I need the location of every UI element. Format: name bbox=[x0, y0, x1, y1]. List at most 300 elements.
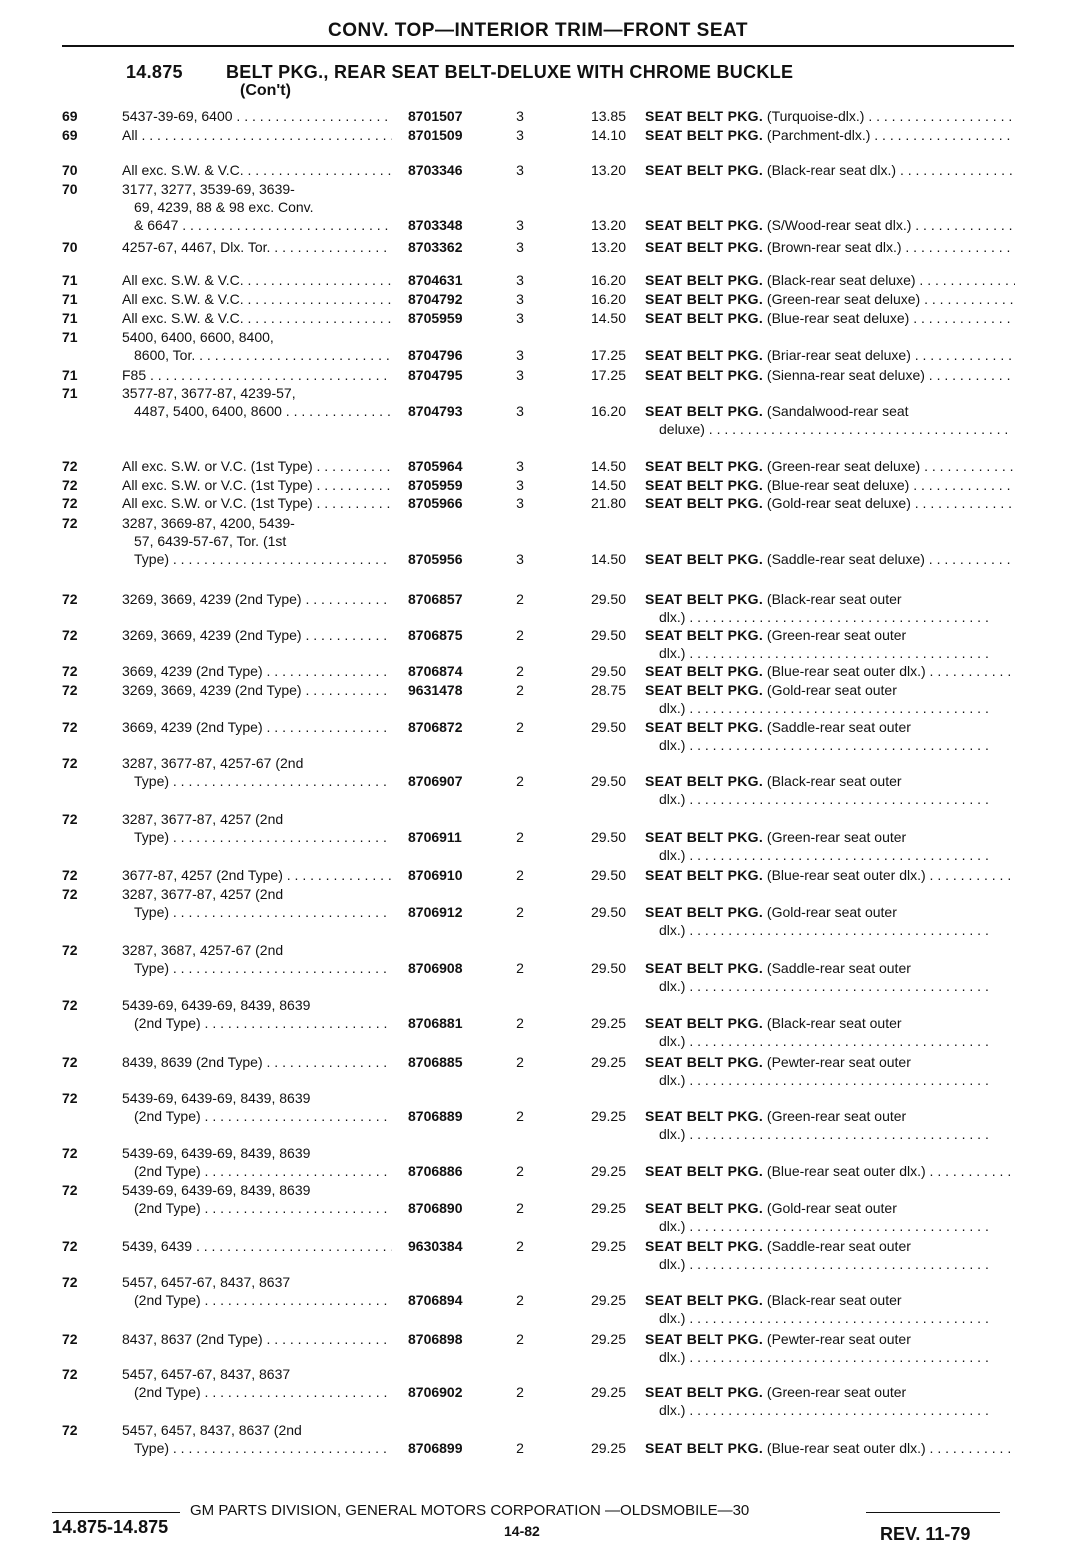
model-year: 71 bbox=[62, 272, 78, 288]
description-name: SEAT BELT PKG. bbox=[645, 773, 764, 789]
model-year: 72 bbox=[62, 591, 78, 607]
model-line: All exc. S.W. or V.C. (1st Type) . . . bbox=[122, 457, 392, 475]
description-line: SEAT BELT PKG. (Green-rear seat deluxe) . . . bbox=[645, 457, 1015, 475]
description-line: dlx.) . . . bbox=[645, 790, 1015, 808]
model-year: 71 bbox=[62, 291, 78, 307]
model-year: 71 bbox=[62, 329, 78, 345]
model-year: 72 bbox=[62, 1145, 78, 1161]
quantity: 2 bbox=[516, 663, 524, 679]
model-line: (2nd Type) . . . bbox=[122, 1107, 392, 1125]
model-line: All exc. S.W. & V.C. . . . bbox=[122, 161, 392, 179]
model-applicability bbox=[122, 681, 392, 699]
model-line: 3677-87, 4257 (2nd Type) . . . bbox=[122, 866, 392, 884]
part-number: 8706912 bbox=[408, 904, 463, 920]
description-line: SEAT BELT PKG. (Gold-rear seat deluxe) . . . bbox=[645, 494, 1015, 512]
description-name: SEAT BELT PKG. bbox=[645, 904, 764, 920]
quantity: 3 bbox=[516, 458, 524, 474]
quantity: 2 bbox=[516, 867, 524, 883]
part-number: 8706890 bbox=[408, 1200, 463, 1216]
model-year: 72 bbox=[62, 1054, 78, 1070]
model-line: (2nd Type) . . . bbox=[122, 1291, 392, 1309]
part-description bbox=[645, 1383, 1015, 1419]
model-line: & 6647 . . . bbox=[122, 216, 392, 234]
model-line: All exc. S.W. & V.C. . . . bbox=[122, 309, 392, 327]
model-year: 71 bbox=[62, 385, 78, 401]
model-line: 5400, 6400, 6600, 8400, bbox=[122, 329, 274, 345]
model-year: 72 bbox=[62, 942, 78, 958]
model-line: 5439-69, 6439-69, 8439, 8639 bbox=[122, 997, 311, 1013]
model-line: 5437-39-69, 6400 . . . bbox=[122, 107, 392, 125]
model-applicability bbox=[122, 1053, 392, 1071]
quantity: 2 bbox=[516, 1108, 524, 1124]
part-number: 8706874 bbox=[408, 663, 463, 679]
price: 29.25 bbox=[590, 1331, 626, 1347]
price: 29.50 bbox=[590, 960, 626, 976]
model-line: F85 . . . bbox=[122, 366, 392, 384]
description-name: SEAT BELT PKG. bbox=[645, 663, 764, 679]
model-year: 72 bbox=[62, 755, 78, 771]
description-name: SEAT BELT PKG. bbox=[645, 591, 764, 607]
quantity: 3 bbox=[516, 291, 524, 307]
description-name: SEAT BELT PKG. bbox=[645, 495, 764, 511]
model-line: (2nd Type) . . . bbox=[122, 1199, 392, 1217]
description-name: SEAT BELT PKG. bbox=[645, 1331, 764, 1347]
model-line: 3287, 3677-87, 4257-67 (2nd bbox=[122, 755, 304, 771]
model-line: 4257-67, 4467, Dlx. Tor. . . . bbox=[122, 238, 392, 256]
price: 29.50 bbox=[590, 904, 626, 920]
model-line: Type) . . . bbox=[122, 959, 392, 977]
quantity: 3 bbox=[516, 367, 524, 383]
price: 14.50 bbox=[590, 551, 626, 567]
model-year: 72 bbox=[62, 719, 78, 735]
part-number: 8706881 bbox=[408, 1015, 463, 1031]
description-name: SEAT BELT PKG. bbox=[645, 127, 764, 143]
price: 16.20 bbox=[590, 291, 626, 307]
price: 13.85 bbox=[590, 108, 626, 124]
description-line: dlx.) . . . bbox=[645, 977, 1015, 995]
quantity: 2 bbox=[516, 719, 524, 735]
model-applicability bbox=[122, 366, 392, 384]
section-number: 14.875 bbox=[126, 62, 183, 82]
model-year: 72 bbox=[62, 1182, 78, 1198]
part-number: 8703348 bbox=[408, 217, 463, 233]
part-number: 9631478 bbox=[408, 682, 463, 698]
description-line: SEAT BELT PKG. (Parchment-dlx.) . . . bbox=[645, 126, 1015, 144]
price: 29.25 bbox=[590, 1440, 626, 1456]
description-line: SEAT BELT PKG. (Saddle-rear seat outer bbox=[645, 960, 911, 976]
part-number: 9630384 bbox=[408, 1238, 463, 1254]
quantity: 3 bbox=[516, 551, 524, 567]
description-name: SEAT BELT PKG. bbox=[645, 682, 764, 698]
price: 16.20 bbox=[590, 272, 626, 288]
description-name: SEAT BELT PKG. bbox=[645, 867, 764, 883]
description-line: dlx.) . . . bbox=[645, 699, 1015, 717]
description-name: SEAT BELT PKG. bbox=[645, 108, 764, 124]
quantity: 2 bbox=[516, 773, 524, 789]
part-number: 8705966 bbox=[408, 495, 463, 511]
model-line: 5439-69, 6439-69, 8439, 8639 bbox=[122, 1182, 311, 1198]
part-number: 8706875 bbox=[408, 627, 463, 643]
model-applicability bbox=[122, 180, 392, 234]
model-line: Type) . . . bbox=[122, 550, 392, 568]
part-description bbox=[645, 590, 1015, 626]
description-name: SEAT BELT PKG. bbox=[645, 1108, 764, 1124]
part-description bbox=[645, 290, 1015, 308]
description-name: SEAT BELT PKG. bbox=[645, 239, 764, 255]
model-line: 3669, 4239 (2nd Type) . . . bbox=[122, 718, 392, 736]
model-year: 70 bbox=[62, 162, 78, 178]
description-line: dlx.) . . . bbox=[645, 608, 1015, 626]
model-line: 3287, 3687, 4257-67 (2nd bbox=[122, 942, 284, 958]
price: 14.50 bbox=[590, 477, 626, 493]
footer-publisher: GM PARTS DIVISION, GENERAL MOTORS CORPORATION —OLDSMOBILE—30 bbox=[190, 1502, 750, 1519]
model-line: 8437, 8637 (2nd Type) . . . bbox=[122, 1330, 392, 1348]
part-description bbox=[645, 1237, 1015, 1273]
model-line: All . . . bbox=[122, 126, 392, 144]
model-year: 72 bbox=[62, 1331, 78, 1347]
description-line: dlx.) . . . bbox=[645, 736, 1015, 754]
description-name: SEAT BELT PKG. bbox=[645, 1238, 764, 1254]
part-description bbox=[645, 107, 1015, 125]
model-year: 72 bbox=[62, 627, 78, 643]
price: 13.20 bbox=[590, 239, 626, 255]
model-year: 72 bbox=[62, 1422, 78, 1438]
price: 21.80 bbox=[590, 495, 626, 511]
quantity: 2 bbox=[516, 1238, 524, 1254]
description-name: SEAT BELT PKG. bbox=[645, 217, 764, 233]
model-line: 5439-69, 6439-69, 8439, 8639 bbox=[122, 1090, 311, 1106]
quantity: 3 bbox=[516, 162, 524, 178]
description-name: SEAT BELT PKG. bbox=[645, 960, 764, 976]
part-number: 8706857 bbox=[408, 591, 463, 607]
quantity: 2 bbox=[516, 1054, 524, 1070]
price: 14.50 bbox=[590, 458, 626, 474]
part-number: 8706885 bbox=[408, 1054, 463, 1070]
model-year: 72 bbox=[62, 997, 78, 1013]
part-number: 8705959 bbox=[408, 477, 463, 493]
description-line: dlx.) . . . bbox=[645, 1255, 1015, 1273]
price: 29.25 bbox=[590, 1015, 626, 1031]
model-line: (2nd Type) . . . bbox=[122, 1162, 392, 1180]
quantity: 3 bbox=[516, 272, 524, 288]
part-number: 8706911 bbox=[408, 829, 462, 845]
quantity: 3 bbox=[516, 495, 524, 511]
description-line: SEAT BELT PKG. (Sandalwood-rear seat bbox=[645, 403, 909, 419]
part-description bbox=[645, 772, 1015, 808]
model-applicability bbox=[122, 476, 392, 494]
quantity: 2 bbox=[516, 1331, 524, 1347]
quantity: 2 bbox=[516, 904, 524, 920]
description-line: SEAT BELT PKG. (Black-rear seat outer bbox=[645, 1015, 902, 1031]
part-number: 8706894 bbox=[408, 1292, 463, 1308]
model-applicability bbox=[122, 1365, 392, 1401]
part-description bbox=[645, 402, 1015, 438]
model-applicability bbox=[122, 457, 392, 475]
part-description bbox=[645, 662, 1015, 680]
description-line: SEAT BELT PKG. (Saddle-rear seat outer bbox=[645, 1238, 911, 1254]
part-description bbox=[645, 1291, 1015, 1327]
model-year: 72 bbox=[62, 682, 78, 698]
description-line: dlx.) . . . bbox=[645, 921, 1015, 939]
model-applicability bbox=[122, 1144, 392, 1180]
model-line: 8600, Tor. . . . bbox=[122, 346, 392, 364]
description-name: SEAT BELT PKG. bbox=[645, 1440, 764, 1456]
part-description bbox=[645, 1162, 1015, 1180]
quantity: 2 bbox=[516, 1200, 524, 1216]
model-applicability bbox=[122, 384, 392, 420]
quantity: 2 bbox=[516, 960, 524, 976]
model-year: 72 bbox=[62, 458, 78, 474]
description-name: SEAT BELT PKG. bbox=[645, 367, 764, 383]
model-year: 72 bbox=[62, 811, 78, 827]
description-name: SEAT BELT PKG. bbox=[645, 1054, 764, 1070]
description-line: SEAT BELT PKG. (Green-rear seat outer bbox=[645, 1384, 907, 1400]
model-line: 3177, 3277, 3539-69, 3639- bbox=[122, 181, 295, 197]
part-description bbox=[645, 126, 1015, 144]
price: 29.25 bbox=[590, 1384, 626, 1400]
part-description bbox=[645, 216, 1015, 234]
price: 17.25 bbox=[590, 367, 626, 383]
part-description bbox=[645, 271, 1015, 289]
part-description bbox=[645, 718, 1015, 754]
model-applicability bbox=[122, 514, 392, 568]
description-name: SEAT BELT PKG. bbox=[645, 1384, 764, 1400]
model-line: 5457, 6457-67, 8437, 8637 bbox=[122, 1366, 291, 1382]
model-applicability bbox=[122, 1330, 392, 1348]
model-line: (2nd Type) . . . bbox=[122, 1014, 392, 1032]
part-number: 8704796 bbox=[408, 347, 463, 363]
part-description bbox=[645, 346, 1015, 364]
description-line: SEAT BELT PKG. (Blue-rear seat outer dlx.) . . . bbox=[645, 662, 1015, 680]
page-header-title: CONV. TOP—INTERIOR TRIM—FRONT SEAT bbox=[328, 20, 748, 41]
part-number: 8706907 bbox=[408, 773, 463, 789]
model-applicability bbox=[122, 126, 392, 144]
part-description bbox=[645, 161, 1015, 179]
part-description bbox=[645, 457, 1015, 475]
footer-rule-right bbox=[866, 1512, 1000, 1513]
part-number: 8706910 bbox=[408, 867, 463, 883]
part-description bbox=[645, 1107, 1015, 1143]
description-line: SEAT BELT PKG. (S/Wood-rear seat dlx.) . . . bbox=[645, 216, 1015, 234]
part-description bbox=[645, 959, 1015, 995]
description-line: SEAT BELT PKG. (Blue-rear seat outer dlx.) . . . bbox=[645, 1439, 1015, 1457]
quantity: 3 bbox=[516, 477, 524, 493]
description-line: dlx.) . . . bbox=[645, 1348, 1015, 1366]
model-line: 3287, 3669-87, 4200, 5439- bbox=[122, 515, 295, 531]
part-description bbox=[645, 238, 1015, 256]
description-line: SEAT BELT PKG. (Green-rear seat outer bbox=[645, 829, 907, 845]
part-number: 8703362 bbox=[408, 239, 463, 255]
price: 28.75 bbox=[590, 682, 626, 698]
description-name: SEAT BELT PKG. bbox=[645, 829, 764, 845]
description-name: SEAT BELT PKG. bbox=[645, 458, 764, 474]
price: 29.25 bbox=[590, 1108, 626, 1124]
price: 29.25 bbox=[590, 1054, 626, 1070]
model-year: 72 bbox=[62, 886, 78, 902]
description-line: SEAT BELT PKG. (Turquoise-dlx.) . . . bbox=[645, 107, 1015, 125]
quantity: 2 bbox=[516, 1015, 524, 1031]
description-line: SEAT BELT PKG. (Brown-rear seat dlx.) . . . bbox=[645, 238, 1015, 256]
model-applicability bbox=[122, 885, 392, 921]
model-line: 3287, 3677-87, 4257 (2nd bbox=[122, 886, 284, 902]
price: 14.10 bbox=[590, 127, 626, 143]
model-line: 3269, 3669, 4239 (2nd Type) . . . bbox=[122, 590, 392, 608]
model-applicability bbox=[122, 810, 392, 846]
model-applicability bbox=[122, 494, 392, 512]
price: 13.20 bbox=[590, 217, 626, 233]
model-applicability bbox=[122, 1237, 392, 1255]
model-year: 70 bbox=[62, 181, 78, 197]
quantity: 2 bbox=[516, 627, 524, 643]
description-line: SEAT BELT PKG. (Black-rear seat outer bbox=[645, 591, 902, 607]
header-rule bbox=[62, 45, 1014, 47]
description-name: SEAT BELT PKG. bbox=[645, 627, 764, 643]
part-number: 8704793 bbox=[408, 403, 463, 419]
model-applicability bbox=[122, 754, 392, 790]
part-number: 8704795 bbox=[408, 367, 463, 383]
quantity: 2 bbox=[516, 682, 524, 698]
description-name: SEAT BELT PKG. bbox=[645, 310, 764, 326]
model-line: 3269, 3669, 4239 (2nd Type) . . . bbox=[122, 626, 392, 644]
part-description bbox=[645, 1014, 1015, 1050]
description-line: SEAT BELT PKG. (Blue-rear seat outer dlx.) . . . bbox=[645, 866, 1015, 884]
description-line: dlx.) . . . bbox=[645, 1125, 1015, 1143]
part-number: 8706908 bbox=[408, 960, 463, 976]
part-number: 8705964 bbox=[408, 458, 463, 474]
quantity: 3 bbox=[516, 217, 524, 233]
price: 29.25 bbox=[590, 1238, 626, 1254]
description-line: SEAT BELT PKG. (Green-rear seat deluxe) . . . bbox=[645, 290, 1015, 308]
description-name: SEAT BELT PKG. bbox=[645, 719, 764, 735]
part-description bbox=[645, 1439, 1015, 1457]
description-line: SEAT BELT PKG. (Blue-rear seat deluxe) . . . bbox=[645, 476, 1015, 494]
description-line: SEAT BELT PKG. (Saddle-rear seat deluxe) . . . bbox=[645, 550, 1015, 568]
model-line: Type) . . . bbox=[122, 903, 392, 921]
model-year: 69 bbox=[62, 108, 78, 124]
description-name: SEAT BELT PKG. bbox=[645, 162, 764, 178]
description-line: SEAT BELT PKG. (Pewter-rear seat outer bbox=[645, 1331, 911, 1347]
description-line: SEAT BELT PKG. (Gold-rear seat outer bbox=[645, 682, 897, 698]
model-line: 3287, 3677-87, 4257 (2nd bbox=[122, 811, 284, 827]
price: 29.50 bbox=[590, 627, 626, 643]
price: 17.25 bbox=[590, 347, 626, 363]
quantity: 2 bbox=[516, 1440, 524, 1456]
price: 29.50 bbox=[590, 591, 626, 607]
section-subtitle: (Con't) bbox=[240, 82, 291, 99]
model-year: 72 bbox=[62, 477, 78, 493]
model-line: 69, 4239, 88 & 98 exc. Conv. bbox=[134, 199, 314, 215]
description-name: SEAT BELT PKG. bbox=[645, 1015, 764, 1031]
part-number: 8706886 bbox=[408, 1163, 463, 1179]
footer-section-range: 14.875-14.875 bbox=[52, 1517, 169, 1537]
model-line: 8439, 8639 (2nd Type) . . . bbox=[122, 1053, 392, 1071]
price: 29.50 bbox=[590, 663, 626, 679]
model-applicability bbox=[122, 866, 392, 884]
description-line: SEAT BELT PKG. (Black-rear seat outer bbox=[645, 1292, 902, 1308]
part-description bbox=[645, 309, 1015, 327]
model-year: 71 bbox=[62, 367, 78, 383]
description-line: SEAT BELT PKG. (Saddle-rear seat outer bbox=[645, 719, 911, 735]
model-year: 72 bbox=[62, 495, 78, 511]
part-description bbox=[645, 366, 1015, 384]
description-name: SEAT BELT PKG. bbox=[645, 1200, 764, 1216]
model-applicability bbox=[122, 1273, 392, 1309]
part-description bbox=[645, 866, 1015, 884]
part-description bbox=[645, 626, 1015, 662]
quantity: 3 bbox=[516, 127, 524, 143]
part-number: 8706902 bbox=[408, 1384, 463, 1400]
footer-page-number: 14-82 bbox=[504, 1523, 540, 1539]
description-line: SEAT BELT PKG. (Black-rear seat dlx.) . . . bbox=[645, 161, 1015, 179]
price: 29.50 bbox=[590, 773, 626, 789]
description-line: SEAT BELT PKG. (Gold-rear seat outer bbox=[645, 1200, 897, 1216]
model-line: Type) . . . bbox=[122, 1439, 392, 1457]
description-line: dlx.) . . . bbox=[645, 1401, 1015, 1419]
price: 29.50 bbox=[590, 829, 626, 845]
model-year: 72 bbox=[62, 867, 78, 883]
model-applicability bbox=[122, 107, 392, 125]
description-name: SEAT BELT PKG. bbox=[645, 477, 764, 493]
description-name: SEAT BELT PKG. bbox=[645, 551, 764, 567]
quantity: 2 bbox=[516, 1163, 524, 1179]
part-number: 8701509 bbox=[408, 127, 463, 143]
part-description bbox=[645, 494, 1015, 512]
description-line: SEAT BELT PKG. (Green-rear seat outer bbox=[645, 627, 907, 643]
model-year: 72 bbox=[62, 1274, 78, 1290]
description-line: SEAT BELT PKG. (Blue-rear seat deluxe) . . . bbox=[645, 309, 1015, 327]
section-title bbox=[126, 62, 793, 83]
model-line: 5439-69, 6439-69, 8439, 8639 bbox=[122, 1145, 311, 1161]
model-applicability bbox=[122, 328, 392, 364]
price: 29.50 bbox=[590, 867, 626, 883]
quantity: 2 bbox=[516, 591, 524, 607]
model-line: 3577-87, 3677-87, 4239-57, bbox=[122, 385, 296, 401]
footer-rule-left bbox=[52, 1512, 180, 1513]
model-applicability bbox=[122, 1421, 392, 1457]
part-number: 8704792 bbox=[408, 291, 463, 307]
model-year: 72 bbox=[62, 1366, 78, 1382]
part-description bbox=[645, 681, 1015, 717]
model-line: 3269, 3669, 4239 (2nd Type) . . . bbox=[122, 681, 392, 699]
model-applicability bbox=[122, 271, 392, 289]
price: 29.50 bbox=[590, 719, 626, 735]
price: 29.25 bbox=[590, 1200, 626, 1216]
part-number: 8706899 bbox=[408, 1440, 463, 1456]
model-year: 72 bbox=[62, 1238, 78, 1254]
quantity: 3 bbox=[516, 310, 524, 326]
part-description bbox=[645, 1199, 1015, 1235]
price: 16.20 bbox=[590, 403, 626, 419]
model-line: 57, 6439-57-67, Tor. (1st bbox=[134, 533, 287, 549]
description-line: SEAT BELT PKG. (Briar-rear seat deluxe) . . . bbox=[645, 346, 1015, 364]
description-line: dlx.) . . . bbox=[645, 1071, 1015, 1089]
quantity: 2 bbox=[516, 1384, 524, 1400]
price: 29.25 bbox=[590, 1163, 626, 1179]
part-number: 8706889 bbox=[408, 1108, 463, 1124]
part-description bbox=[645, 903, 1015, 939]
part-number: 8701507 bbox=[408, 108, 463, 124]
description-line: deluxe) . . . bbox=[645, 420, 1015, 438]
description-line: dlx.) . . . bbox=[645, 846, 1015, 864]
description-line: dlx.) . . . bbox=[645, 644, 1015, 662]
model-line: (2nd Type) . . . bbox=[122, 1383, 392, 1401]
description-line: SEAT BELT PKG. (Green-rear seat outer bbox=[645, 1108, 907, 1124]
part-number: 8706872 bbox=[408, 719, 463, 735]
model-year: 70 bbox=[62, 239, 78, 255]
model-line: 5457, 6457, 8437, 8637 (2nd bbox=[122, 1422, 302, 1438]
model-applicability bbox=[122, 626, 392, 644]
part-description bbox=[645, 1053, 1015, 1089]
